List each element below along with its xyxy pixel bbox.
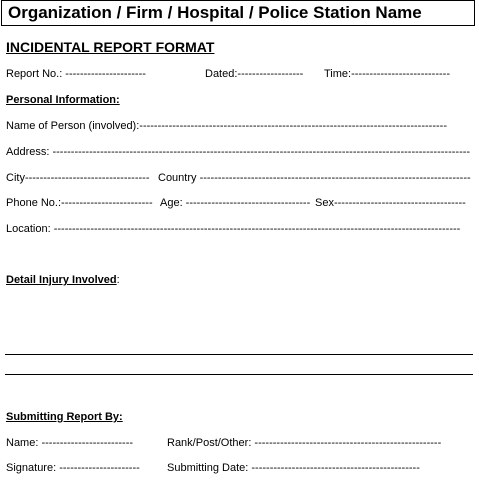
dated-field: Dated:------------------ [205, 68, 304, 80]
name-of-person-field: Name of Person (involved):------------------------------------------------------------------------------------ [6, 120, 447, 132]
time-field: Time:--------------------------- [324, 68, 450, 80]
injury-line-1 [5, 354, 473, 355]
phone-field: Phone No.:------------------------- [6, 197, 153, 209]
submitting-heading: Submitting Report By: [6, 411, 123, 423]
injury-heading [6, 274, 120, 287]
city-field: City---------------------------------- [6, 172, 150, 184]
form-title: INCIDENTAL REPORT FORMAT [6, 39, 215, 55]
age-field: Age: ---------------------------------- [160, 197, 311, 209]
sex-field: Sex------------------------------------ [315, 197, 466, 209]
org-name: Organization / Firm / Hospital / Police Station Name [8, 3, 422, 22]
location-field: Location: --------------------------------------------------------------------------------------------------------------- [6, 223, 461, 235]
rank-field: Rank/Post/Other: --------------------------------------------------- [167, 437, 442, 449]
country-field: Country -------------------------------------------------------------------------- [158, 172, 471, 184]
address-field: Address: ------------------------------------------------------------------------------------------------------------------ [6, 146, 471, 158]
submitting-date-field: Submitting Date: ---------------------------------------------- [167, 462, 420, 474]
signature-field: Signature: ---------------------- [6, 462, 140, 474]
injury-line-2 [5, 374, 473, 375]
injury-colon: : [116, 274, 120, 286]
org-header-box [1, 0, 475, 26]
name-field: Name: ------------------------- [6, 437, 134, 449]
report-no-field: Report No.: ---------------------- [6, 68, 146, 80]
personal-info-heading: Personal Information: [6, 94, 120, 106]
injury-label: Detail Injury Involved [6, 274, 117, 286]
